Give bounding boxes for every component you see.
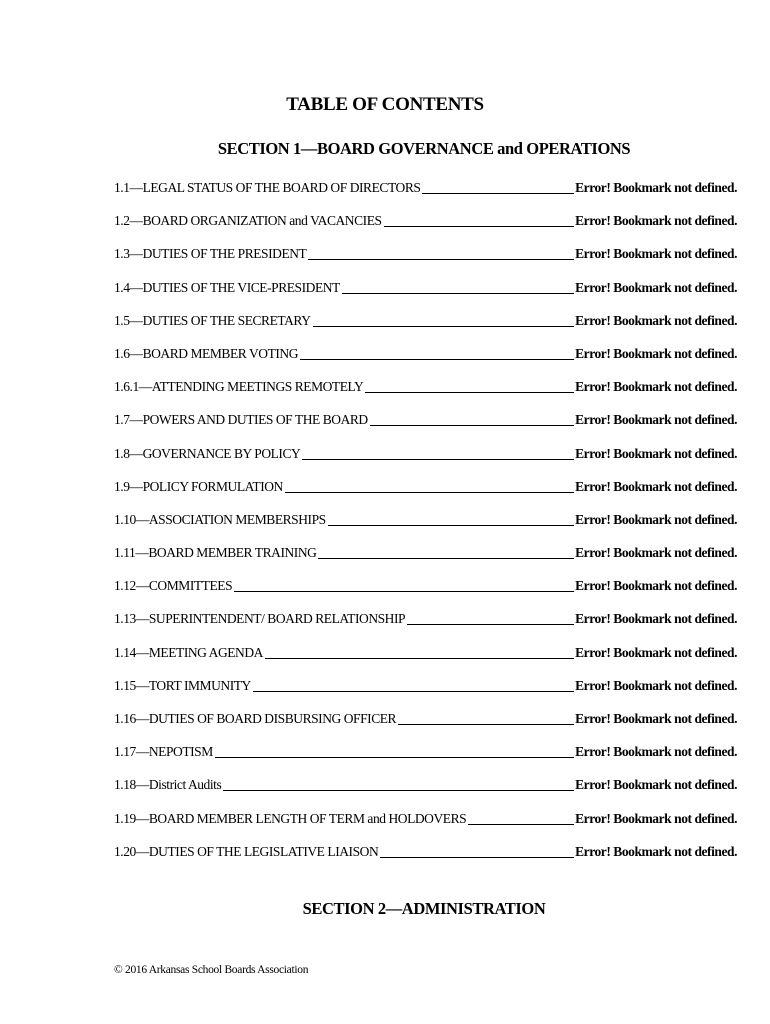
toc-entry[interactable] xyxy=(114,744,737,777)
toc-entry[interactable] xyxy=(114,777,737,810)
toc-leader-line xyxy=(468,811,574,825)
section-1-heading: SECTION 1—BOARD GOVERNANCE and OPERATIONS xyxy=(217,139,631,158)
toc-entry-title: 1.7—POWERS AND DUTIES OF THE BOARD xyxy=(114,412,368,428)
toc-entry[interactable] xyxy=(114,545,737,578)
toc-entry-page-ref: Error! Bookmark not defined. xyxy=(575,810,737,826)
toc-entry[interactable] xyxy=(114,479,737,512)
toc-entry[interactable] xyxy=(114,645,737,678)
toc-entry[interactable] xyxy=(114,346,737,379)
toc-entry-page-ref: Error! Bookmark not defined. xyxy=(575,777,737,793)
toc-entry-title: 1.11—BOARD MEMBER TRAINING xyxy=(114,545,317,561)
toc-entry-title: 1.6—BOARD MEMBER VOTING xyxy=(114,345,299,361)
toc-entry[interactable] xyxy=(114,213,737,246)
toc-entry-title: 1.2—BOARD ORGANIZATION and VACANCIES xyxy=(114,213,382,229)
toc-entry-page-ref: Error! Bookmark not defined. xyxy=(575,246,737,262)
toc-entry-title: 1.1—LEGAL STATUS OF THE BOARD OF DIRECTORS xyxy=(114,180,421,195)
toc-leader-line xyxy=(313,313,575,327)
copyright-footer: © 2016 Arkansas School Boards Association xyxy=(114,964,309,976)
toc-entry[interactable] xyxy=(114,578,737,611)
toc-entry-title: 1.12—COMMITTEES xyxy=(114,578,233,594)
toc-leader-line xyxy=(215,744,574,758)
toc-entry-title: 1.18—District Audits xyxy=(114,777,222,793)
toc-entry-page-ref: Error! Bookmark not defined. xyxy=(575,345,737,361)
toc-entry-page-ref: Error! Bookmark not defined. xyxy=(575,511,737,527)
toc-entry-page-ref: Error! Bookmark not defined. xyxy=(575,744,737,760)
toc-entry-title: 1.15—TORT IMMUNITY xyxy=(114,677,251,693)
toc-leader-line xyxy=(407,611,574,625)
toc-entry-title: 1.17—NEPOTISM xyxy=(114,744,213,760)
toc-entry-page-ref: Error! Bookmark not defined. xyxy=(575,843,737,859)
toc-entry-page-ref: Error! Bookmark not defined. xyxy=(575,379,737,395)
toc-leader-line xyxy=(265,645,574,659)
toc-entry-page-ref: Error! Bookmark not defined. xyxy=(575,677,737,693)
toc-entry[interactable] xyxy=(114,711,737,744)
toc-entry-title: 1.9—POLICY FORMULATION xyxy=(114,478,283,494)
toc-entry[interactable] xyxy=(114,611,737,644)
toc-entry-title: 1.6.1—ATTENDING MEETINGS REMOTELY xyxy=(114,379,364,395)
toc-leader-line xyxy=(398,711,574,725)
toc-entry[interactable] xyxy=(114,811,737,844)
toc-entry-page-ref: Error! Bookmark not defined. xyxy=(575,312,737,328)
toc-entry-page-ref: Error! Bookmark not defined. xyxy=(575,578,737,594)
toc-entry-page-ref: Error! Bookmark not defined. xyxy=(575,213,737,229)
toc-entry-page-ref: Error! Bookmark not defined. xyxy=(575,180,737,195)
toc-entry-page-ref: Error! Bookmark not defined. xyxy=(575,611,737,627)
toc-entry-page-ref: Error! Bookmark not defined. xyxy=(575,279,737,295)
toc-entry[interactable] xyxy=(114,379,737,412)
toc-entry-page-ref: Error! Bookmark not defined. xyxy=(575,445,737,461)
toc-entry-title: 1.10—ASSOCIATION MEMBERSHIPS xyxy=(114,511,326,527)
toc-entry-page-ref: Error! Bookmark not defined. xyxy=(575,478,737,494)
toc-leader-line xyxy=(318,545,574,559)
toc-entry-title: 1.19—BOARD MEMBER LENGTH OF TERM and HOLDOVERS xyxy=(114,810,467,826)
toc-leader-line xyxy=(370,412,574,426)
toc-entry-title: 1.14—MEETING AGENDA xyxy=(114,644,263,660)
section-2-heading: SECTION 2—ADMINISTRATION xyxy=(302,899,546,918)
toc-entry-title: 1.5—DUTIES OF THE SECRETARY xyxy=(114,312,311,328)
toc-leader-line xyxy=(422,180,574,194)
toc-leader-line xyxy=(253,678,574,692)
toc-entry[interactable] xyxy=(114,180,737,213)
page-title: TABLE OF CONTENTS xyxy=(286,94,484,115)
toc-leader-line xyxy=(308,246,574,260)
toc-leader-line xyxy=(285,479,574,493)
toc-leader-line xyxy=(302,446,574,460)
toc-entry[interactable] xyxy=(114,844,737,877)
toc-leader-line xyxy=(380,844,574,858)
toc-entry[interactable] xyxy=(114,313,737,346)
toc-list xyxy=(114,180,737,877)
toc-entry-title: 1.20—DUTIES OF THE LEGISLATIVE LIAISON xyxy=(114,843,379,859)
toc-entry-title: 1.8—GOVERNANCE BY POLICY xyxy=(114,445,301,461)
toc-leader-line xyxy=(342,280,574,294)
toc-entry[interactable] xyxy=(114,446,737,479)
toc-entry-page-ref: Error! Bookmark not defined. xyxy=(575,644,737,660)
toc-entry[interactable] xyxy=(114,678,737,711)
toc-entry[interactable] xyxy=(114,512,737,545)
toc-entry[interactable] xyxy=(114,412,737,445)
toc-entry[interactable] xyxy=(114,246,737,279)
toc-entry-page-ref: Error! Bookmark not defined. xyxy=(575,412,737,428)
toc-entry[interactable] xyxy=(114,280,737,313)
toc-leader-line xyxy=(384,213,575,227)
toc-entry-page-ref: Error! Bookmark not defined. xyxy=(575,545,737,561)
toc-entry-title: 1.16—DUTIES OF BOARD DISBURSING OFFICER xyxy=(114,711,397,726)
toc-leader-line xyxy=(223,777,574,791)
toc-entry-title: 1.13—SUPERINTENDENT/ BOARD RELATIONSHIP xyxy=(114,611,406,627)
toc-leader-line xyxy=(328,512,574,526)
toc-entry-page-ref: Error! Bookmark not defined. xyxy=(575,711,737,726)
toc-leader-line xyxy=(300,346,574,360)
toc-entry-title: 1.4—DUTIES OF THE VICE-PRESIDENT xyxy=(114,279,340,295)
toc-leader-line xyxy=(234,578,574,592)
toc-leader-line xyxy=(365,379,574,393)
toc-entry-title: 1.3—DUTIES OF THE PRESIDENT xyxy=(114,246,307,262)
